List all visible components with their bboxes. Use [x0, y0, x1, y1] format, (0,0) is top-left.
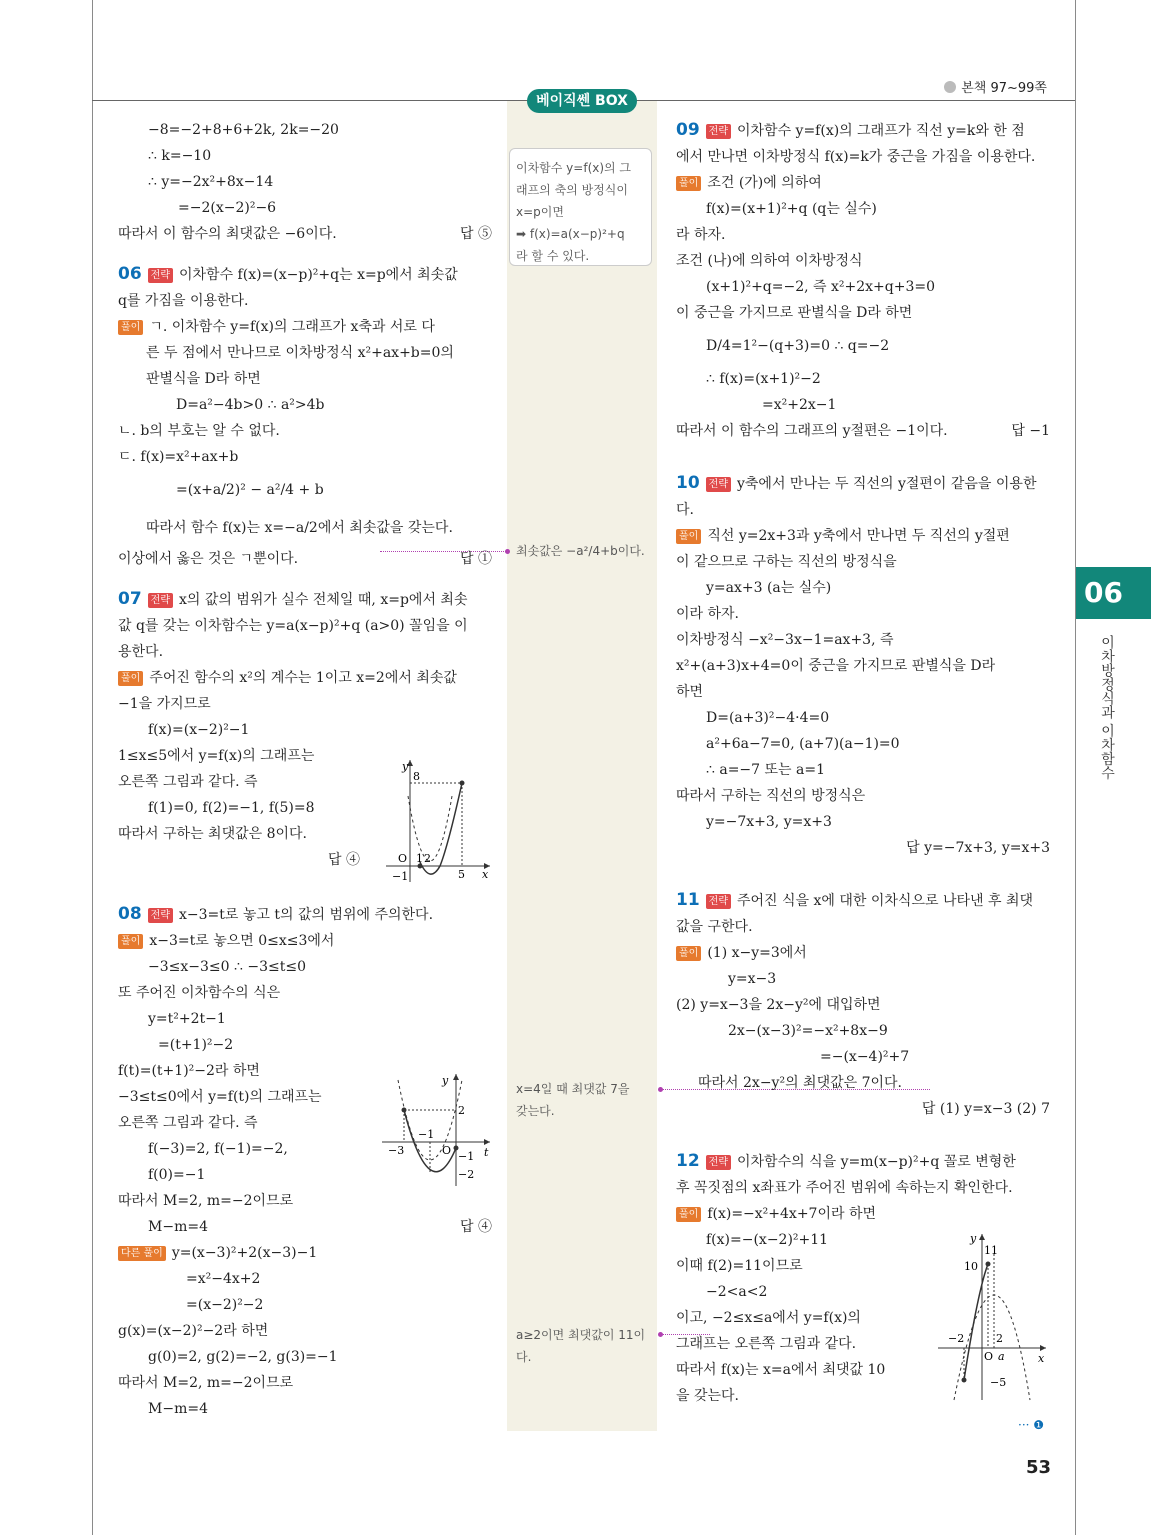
graph-12: [934, 1230, 1050, 1405]
left-column: −8=−2+8+6+2k, 2k=−20 ∴ k=−10 ∴ y=−2x²+8x−14 =−2(x−2)²−6 따라서 이 함수의 최댓값은 −6이다. 답 ⑤ 06 전략 이차함수 f(x)=(x−p)²+q는 x=p에서 최솟값 q를 가짐을 이용한다. 풀이 ㄱ. 이차함수 y=f(x)의 그래프가 x축과 서로 다 른 두 점에서 만나므로 이차방정식 x²+ax+b=0의 판별식을 D라 하면 D=a²−4b>0 ∴ a²>4b ㄴ. b의 부호는 알 수 없다. ㄷ. f(x)=x²+ax+b =(x+a/2)² − a²/4 + b 따라서 함수 f(x)는 x=−a/2에서 최솟값을 갖는다. 이상에서 옳은 것은 ㄱ뿐이다. 답 ① 07 전략 x의 값의 범위가 실수 전체일 때, x=p에서 최솟 값 q를 갖는 이차함수는 y=a(x−p)²+q (a>0) 꼴임을 이 용한다. 풀이 주어진 함수의 x²의 계수는 1이고 x=2에서 최솟값 −1을 가지므로 f(x)=(x−2)²−1 1≤x≤5에서 y=f(x)의 그래프는 오른쪽 그림과 같다. 즉 f(1)=0, f(2)=−1, f(5)=8 따라서 구하는 최댓값은 8이다. 답 ④ 08 전략 x−3=t로 놓고 t의 값의 범위에 주의한다. 풀이 x−3=t로 놓으면 0≤x≤3에서 −3≤x−3≤0 ∴ −3≤t≤0 또 주어진 이차함수의 식은 y=t²+2t−1 =(t+1)²−2 f(t)=(t+1)²−2라 하면 −3≤t≤0에서 y=f(t)의 그래프는 오른쪽 그림과 같다. 즉 f(−3)=2, f(−1)=−2, f(0)=−1 따라서 M=2, m=−2이므로 M−m=4 답 ④ 다른 풀이 y=(x−3)²+2(x−3)−1 =x²−4x+2 =(x−2)²−2 g(x)=(x−2)²−2라 하면 g(0)=2, g(2)=−2, g(3)=−1 따라서 M=2, m=−2이므로 M−m=4: [118, 122, 492, 1417]
continue-marker: ··· ❶: [1018, 1418, 1045, 1432]
graph-07-xlabel: x: [482, 868, 489, 881]
graph-12-tick-2: 2: [996, 1332, 1003, 1345]
graph-12-tick-10: 10: [964, 1260, 978, 1273]
graph-08-xlabel: t: [484, 1146, 489, 1159]
page-frame-right: [1075, 0, 1076, 1535]
answer-mark: 답 y=−7x+3, y=x+3: [906, 840, 1050, 856]
graph-08-ylabel: y: [442, 1074, 449, 1087]
answer-mark: 답 ⑤: [460, 226, 492, 242]
graph-08-origin: O: [442, 1144, 452, 1157]
problem-09: 09 전략 이차함수 y=f(x)의 그래프가 직선 y=k와 한 점: [676, 120, 1025, 140]
graph-08-tick-m2: −2: [458, 1168, 475, 1181]
problem-12: 12 전략 이차함수의 식을 y=m(x−p)²+q 꼴로 변형한: [676, 1151, 1016, 1171]
graph-07-tick-5: 5: [458, 868, 465, 881]
graph-12-tick-m5: −5: [990, 1376, 1007, 1389]
answer-mark: 답 (1) y=x−3 (2) 7: [921, 1101, 1050, 1117]
answer-mark: 답 ④: [460, 1219, 492, 1235]
graph-08-tick-m1: −1: [418, 1128, 435, 1141]
tip-dot: [658, 1332, 663, 1337]
graph-12-xlabel: x: [1038, 1352, 1045, 1365]
basic-box-column: [507, 101, 657, 1431]
graph-07-origin: O: [398, 852, 408, 865]
page-frame-left: [92, 0, 93, 1535]
graph-12-ylabel: y: [970, 1232, 977, 1245]
graph-08-tick-m1b: −1: [458, 1150, 475, 1163]
graph-12-origin: O: [984, 1350, 994, 1363]
graph-08: [378, 1070, 494, 1190]
tip-min-value: 최솟값은 −a²/4+b이다.: [516, 544, 645, 558]
problem-08: 08 전략 x−3=t로 놓고 t의 값의 범위에 주의한다.: [118, 904, 434, 924]
answer-mark: 답 ①: [460, 551, 492, 567]
tip-dot: [658, 1087, 663, 1092]
problem-06: 06 전략 이차함수 f(x)=(x−p)²+q는 x=p에서 최솟값: [118, 264, 458, 284]
page-number: 53: [1026, 1457, 1052, 1478]
chapter-title: 이차방정식과 이차함수: [1099, 635, 1115, 780]
basic-box-label: 베이직쎈 BOX: [527, 89, 637, 113]
answer-mark: 답 −1: [1011, 423, 1050, 439]
book-reference: 본책 97~99쪽: [944, 77, 1047, 96]
chapter-tab: 06: [1076, 567, 1151, 619]
box-note: 이차함수 y=f(x)의 그 래프의 축의 방정식이 x=p이면 ➡ f(x)=a(x−p)²+q 라 할 수 있다.: [509, 148, 652, 266]
graph-07-tick-8: 8: [413, 770, 420, 783]
graph-12-tick-a: a: [998, 1350, 1005, 1363]
graph-08-tick-2: 2: [458, 1104, 465, 1117]
graph-08-tick-m3: −3: [388, 1144, 405, 1157]
problem-10: 10 전략 y축에서 만나는 두 직선의 y절편이 같음을 이용한: [676, 473, 1037, 493]
graph-07-tick-1: 1: [416, 852, 423, 865]
graph-07: [378, 756, 494, 886]
problem-07: 07 전략 x의 값의 범위가 실수 전체일 때, x=p에서 최솟: [118, 589, 468, 609]
graph-07-ylabel: y: [402, 760, 409, 773]
reference-icon: [944, 81, 956, 93]
tip-max-value-1: x=4일 때 최댓값 7을 갖는다.: [516, 1082, 630, 1118]
graph-12-tick-m2: −2: [948, 1332, 965, 1345]
tip-dot: [505, 549, 510, 554]
answer-mark: 답 ④: [328, 852, 360, 868]
problem-11: 11 전략 주어진 식을 x에 대한 이차식으로 나타낸 후 최댓: [676, 890, 1034, 910]
graph-12-tick-11: 11: [984, 1244, 998, 1257]
graph-07-tick-2: 2: [424, 852, 431, 865]
graph-07-tick-m1: −1: [392, 870, 409, 883]
tip-max-value-2: a≥2이면 최댓값이 11이 다.: [516, 1328, 646, 1364]
right-column: 09 전략 이차함수 y=f(x)의 그래프가 직선 y=k와 한 점 에서 만나면 이차방정식 f(x)=k가 중근을 가짐을 이용한다. 풀이 조건 (가)에 의하여 f(x)=(x+1)²+q (q는 실수) 라 하자. 조건 (나)에 의하여 이차방정식 (x+1)²+q=−2, 즉 x²+2x+q+3=0 이 중근을 가지므로 판별식을 D라 하면 D/4=1²−(q+3)=0 ∴ q=−2 ∴ f(x)=(x+1)²−2 =x²+2x−1 따라서 이 함수의 그래프의 y절편은 −1이다. 답 −1 10 전략 y축에서 만나는 두 직선의 y절편이 같음을 이용한 다. 풀이 직선 y=2x+3과 y축에서 만나면 두 직선의 y절편 이 같으므로 구하는 직선의 방정식을 y=ax+3 (a는 실수) 이라 하자. 이차방정식 −x²−3x−1=ax+3, 즉 x²+(a+3)x+4=0이 중근을 가지므로 판별식을 D라 하면 D=(a+3)²−4·4=0 a²+6a−7=0, (a+7)(a−1)=0 ∴ a=−7 또는 a=1 따라서 구하는 직선의 방정식은 y=−7x+3, y=x+3 답 y=−7x+3, y=x+3 11 전략 주어진 식을 x에 대한 이차식으로 나타낸 후 최댓 값을 구한다. 풀이 (1) x−y=3에서 y=x−3 (2) y=x−3을 2x−y²에 대입하면 2x−(x−3)²=−x²+8x−9 =−(x−4)²+7 따라서 2x−y²의 최댓값은 7이다. 답 (1) y=x−3 (2) 7 12 전략 이차함수의 식을 y=m(x−p)²+q 꼴로 변형한 후 꼭짓점의 x좌표가 주어진 범위에 속하는지 확인한다. 풀이 f(x)=−x²+4x+7이라 하면 f(x)=−(x−2)²+11 이때 f(2)=11이므로 −2<a<2 이고, −2≤x≤a에서 y=f(x)의 그래프는 오른쪽 그림과 같다. 따라서 f(x)는 x=a에서 최댓값 10 을 갖는다.: [676, 117, 1050, 1409]
